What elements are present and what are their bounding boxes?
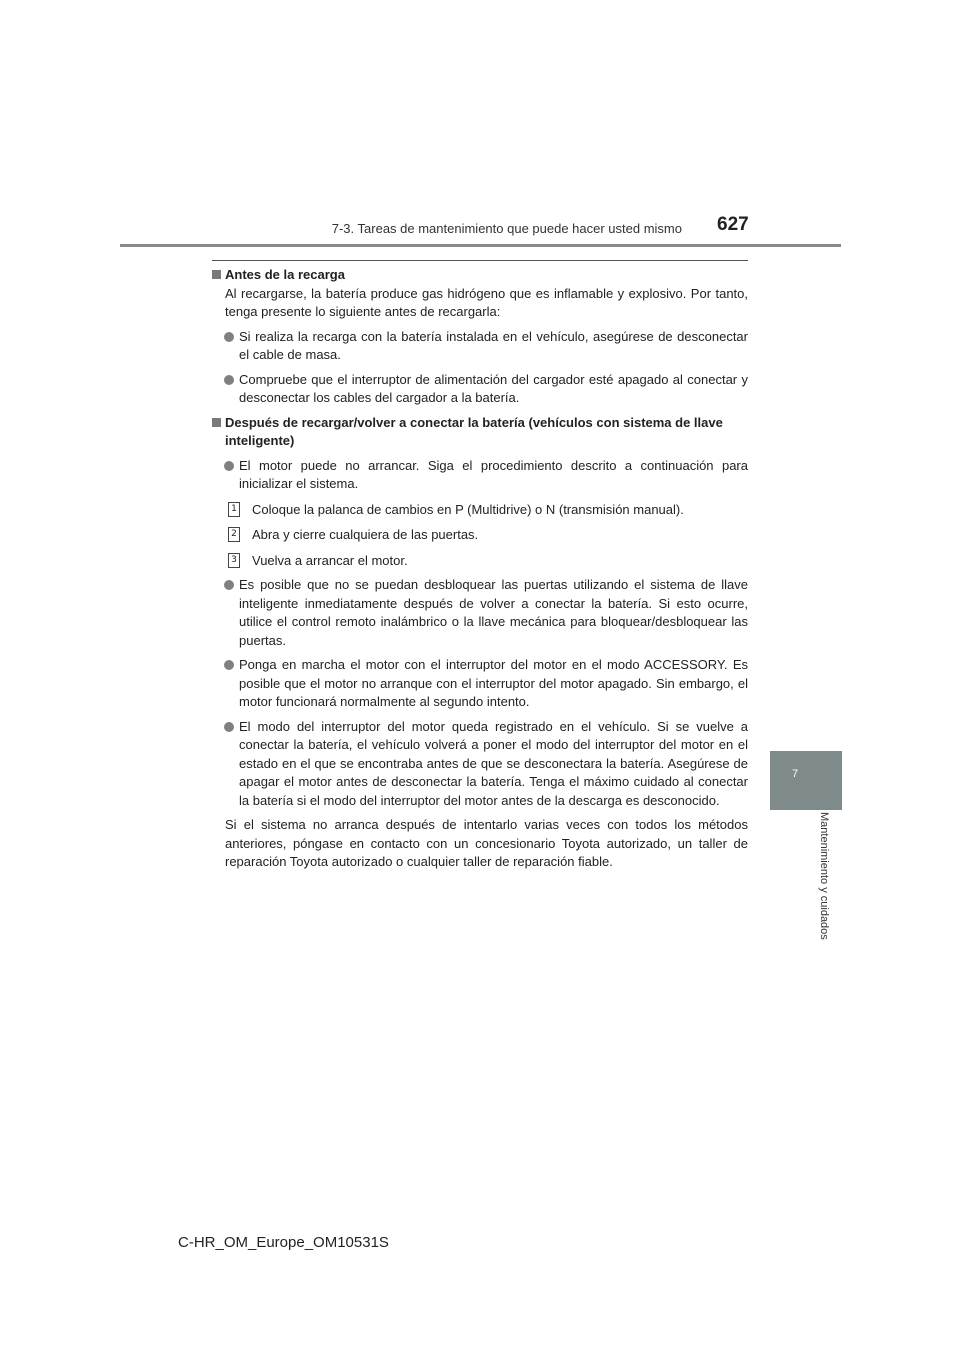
chapter-label: Mantenimiento y cuidados <box>818 812 830 940</box>
step-item: 2 Abra y cierre cualquiera de las puertas. <box>212 526 748 545</box>
header-divider <box>120 244 841 247</box>
chapter-number: 7 <box>792 768 799 780</box>
document-id: C-HR_OM_Europe_OM10531S <box>178 1234 389 1251</box>
circle-bullet-icon <box>224 580 234 590</box>
section-title-after-charging: Después de recargar/volver a conectar la batería (vehículos con sistema de llave inteligente) <box>212 414 748 451</box>
section-title-before-charging: Antes de la recarga <box>212 266 748 285</box>
step-number: 1 <box>228 502 240 517</box>
list-item: Si realiza la recarga con la batería instalada en el vehículo, asegúrese de desconectar el cable de masa. <box>212 328 748 365</box>
step-item: 3 Vuelva a arrancar el motor. <box>212 552 748 571</box>
main-content <box>212 266 748 872</box>
list-item: El modo del interruptor del motor queda registrado en el vehículo. Si se vuelve a conectar la batería, el vehículo volverá a poner el modo del interruptor del motor en el estado en el que se encontraba antes de que se desconectara la batería. Asegúrese de apagar el motor antes de desconectar la batería. Tenga el máximo cuidado al conectar la batería si el modo del interruptor del motor antes de la descarga es desconocido. <box>212 718 748 811</box>
chapter-tab <box>770 751 842 810</box>
section-intro: Al recargarse, la batería produce gas hidrógeno que es inflamable y explosivo. Por tanto, tenga presente lo siguiente antes de recargarla: <box>225 285 748 319</box>
list-item: Compruebe que el interruptor de alimentación del cargador esté apagado al conectar y desconectar los cables del cargador a la batería. <box>212 371 748 408</box>
list-item: Ponga en marcha el motor con el interruptor del motor en el modo ACCESSORY. Es posible que el motor no arranque con el interruptor del motor apagado. Sin embargo, el motor funcionará normalmente al segundo intento. <box>212 656 748 712</box>
list-item: Es posible que no se puedan desbloquear las puertas utilizando el sistema de llave inteligente inmediatamente después de volver a conectar la batería. Si esto ocurre, utilice el control remoto inalámbrico o la llave mecánica para bloquear/desbloquear las puertas. <box>212 576 748 650</box>
circle-bullet-icon <box>224 332 234 342</box>
circle-bullet-icon <box>224 461 234 471</box>
step-number: 3 <box>228 553 240 568</box>
page-number: 627 <box>717 214 749 235</box>
circle-bullet-icon <box>224 660 234 670</box>
closing-paragraph: Si el sistema no arranca después de intentarlo varias veces con todos los métodos anteriores, póngase en contacto con un concesionario Toyota autorizado, un taller de reparación Toyota autorizado o cualquier taller de reparación fiable. <box>225 817 748 869</box>
circle-bullet-icon <box>224 722 234 732</box>
step-number: 2 <box>228 527 240 542</box>
square-bullet-icon <box>212 270 221 279</box>
square-bullet-icon <box>212 418 221 427</box>
content-divider <box>212 260 748 261</box>
list-item: El motor puede no arrancar. Siga el procedimiento descrito a continuación para inicializar el sistema. <box>212 457 748 494</box>
header-section-title: 7-3. Tareas de mantenimiento que puede hacer usted mismo <box>331 221 682 236</box>
circle-bullet-icon <box>224 375 234 385</box>
step-item: 1 Coloque la palanca de cambios en P (Multidrive) o N (transmisión manual). <box>212 501 748 520</box>
